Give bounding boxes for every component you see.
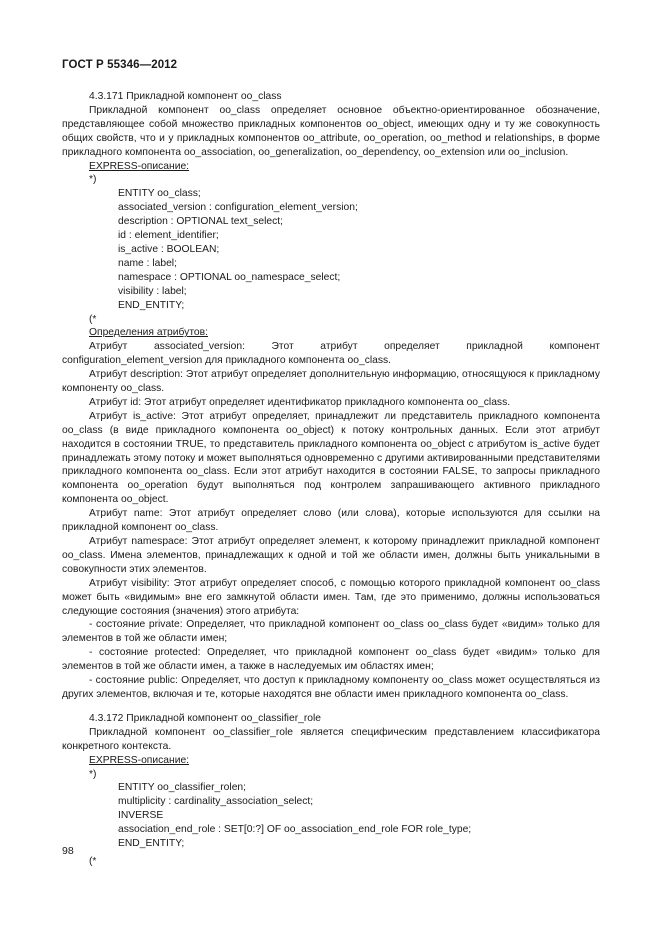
section-heading-171: 4.3.171 Прикладной компонент oo_class <box>89 91 282 102</box>
section-heading-172: 4.3.172 Прикладной компонент oo_classifier_role <box>89 712 322 724</box>
code-line: INVERSE <box>118 810 164 822</box>
code-line: associated_version : configuration_element_version; <box>118 202 358 214</box>
code-line: multiplicity : cardinality_association_select; <box>118 796 314 808</box>
visibility-state: - состояние public: Определяет, что доступ к прикладному компоненту oo_class может осуществляться из других элементов, включая и те, которые находятся вне области имен прикладного компонента oo_class. <box>62 675 600 700</box>
express-label-172: EXPRESS-описание: <box>89 754 190 766</box>
attribute-definition: Атрибут namespace: Этот атрибут определяет элемент, к которому принадлежит прикладной компонент oo_class. Имена элементов, принадлежащих к одной и той же области имен, должны быть уникальными в совокупности этих элементов. <box>62 536 600 575</box>
page-number: 98 <box>62 845 74 857</box>
attribute-definition: Атрибут visibility: Этот атрибут определяет способ, с помощью которого прикладной компонент oo_class может быть «видимым» вне его замкнутой области имен. Там, где это применимо, должны использоваться следующие состояния (значения) этого атрибута: <box>62 577 600 617</box>
attribute-definitions-label: Определения атрибутов: <box>89 327 208 339</box>
section-intro-172: Прикладной компонент oo_classifier_role является специфическим представлением классификатора конкретного контекста. <box>62 726 600 752</box>
visibility-state: - состояние protected: Определяет, что прикладной компонент oo_class будет «видим» только для элементов в той же области имен, а также в наследуемых им областях имен; <box>62 647 600 673</box>
code-line: id : element_identifier; <box>118 230 219 242</box>
code-line: END_ENTITY; <box>118 299 185 311</box>
comment-open-171: *) <box>89 174 97 186</box>
attribute-definition: Атрибут is_active: Этот атрибут определяет, принадлежит ли представитель прикладного компонента oo_class (в виде прикладного компонента oo_object) к потоку контрольных данных. Если этот атрибут находится в состоянии TRUE, то представитель прикладного компонента oo_object с атрибутом is_active будет принадлежать этому потоку и может выполняться одновременно с другими активированными представителями прикладного компонента oo_class. Если этот атрибут находится в состоянии FALSE, то запросы прикладного компонента oo_operation будут выполняться под контролем запрашивающего активного прикладного компонента oo_object. <box>62 410 600 506</box>
express-label-171: EXPRESS-описание: <box>89 160 190 172</box>
code-line: END_ENTITY; <box>118 838 185 850</box>
attribute-definition: Атрибут id: Этот атрибут определяет идентификатор прикладного компонента oo_class. <box>89 396 511 408</box>
code-line: description : OPTIONAL text_select; <box>118 216 284 228</box>
comment-close-171: (* <box>89 313 97 325</box>
visibility-state: - состояние private: Определяет, что прикладной компонент oo_class oo_class будет «видим» только для элементов в той же области имен; <box>62 619 600 645</box>
attribute-definition: Атрибут name: Этот атрибут определяет слово (или слова), которые используются для ссылки на прикладной компонент oo_class. <box>62 508 600 534</box>
comment-close-172: (* <box>89 855 97 867</box>
code-line: namespace : OPTIONAL oo_namespace_select; <box>118 271 341 283</box>
code-line: ENTITY oo_classifier_rolen; <box>118 782 247 794</box>
attribute-definition: Атрибут associated_version: Этот атрибут определяет прикладной компонент configuration_element_version для прикладного компонента oo_class. <box>62 341 600 367</box>
document-header: ГОСТ Р 55346—2012 <box>62 59 178 71</box>
page-body <box>62 90 600 869</box>
section-intro-171: Прикладной компонент oo_class определяет основное объектно-ориентированное обозначение, представляющее собой множество прикладных компонентов oo_object, имеющих одну и ту же совокупность общих свойств, что и у прикладных компонентов oo_attribute, oo_operation, oo_method и relationships, в форме прикладного компонента oo_association, oo_generalization, oo_dependency, oo_extension или oo_inclusion. <box>62 104 600 158</box>
comment-open-172: *) <box>89 768 97 780</box>
code-line: name : label; <box>118 257 177 269</box>
code-line: is_active : BOOLEAN; <box>118 243 220 255</box>
code-line: visibility : label; <box>118 285 187 297</box>
code-line: association_end_role : SET[0:?] OF oo_association_end_role FOR role_type; <box>118 824 472 836</box>
code-line: ENTITY oo_class; <box>118 188 201 200</box>
attribute-definition: Атрибут description: Этот атрибут определяет дополнительную информацию, относящуюся к прикладному компоненту oo_class. <box>62 369 600 395</box>
